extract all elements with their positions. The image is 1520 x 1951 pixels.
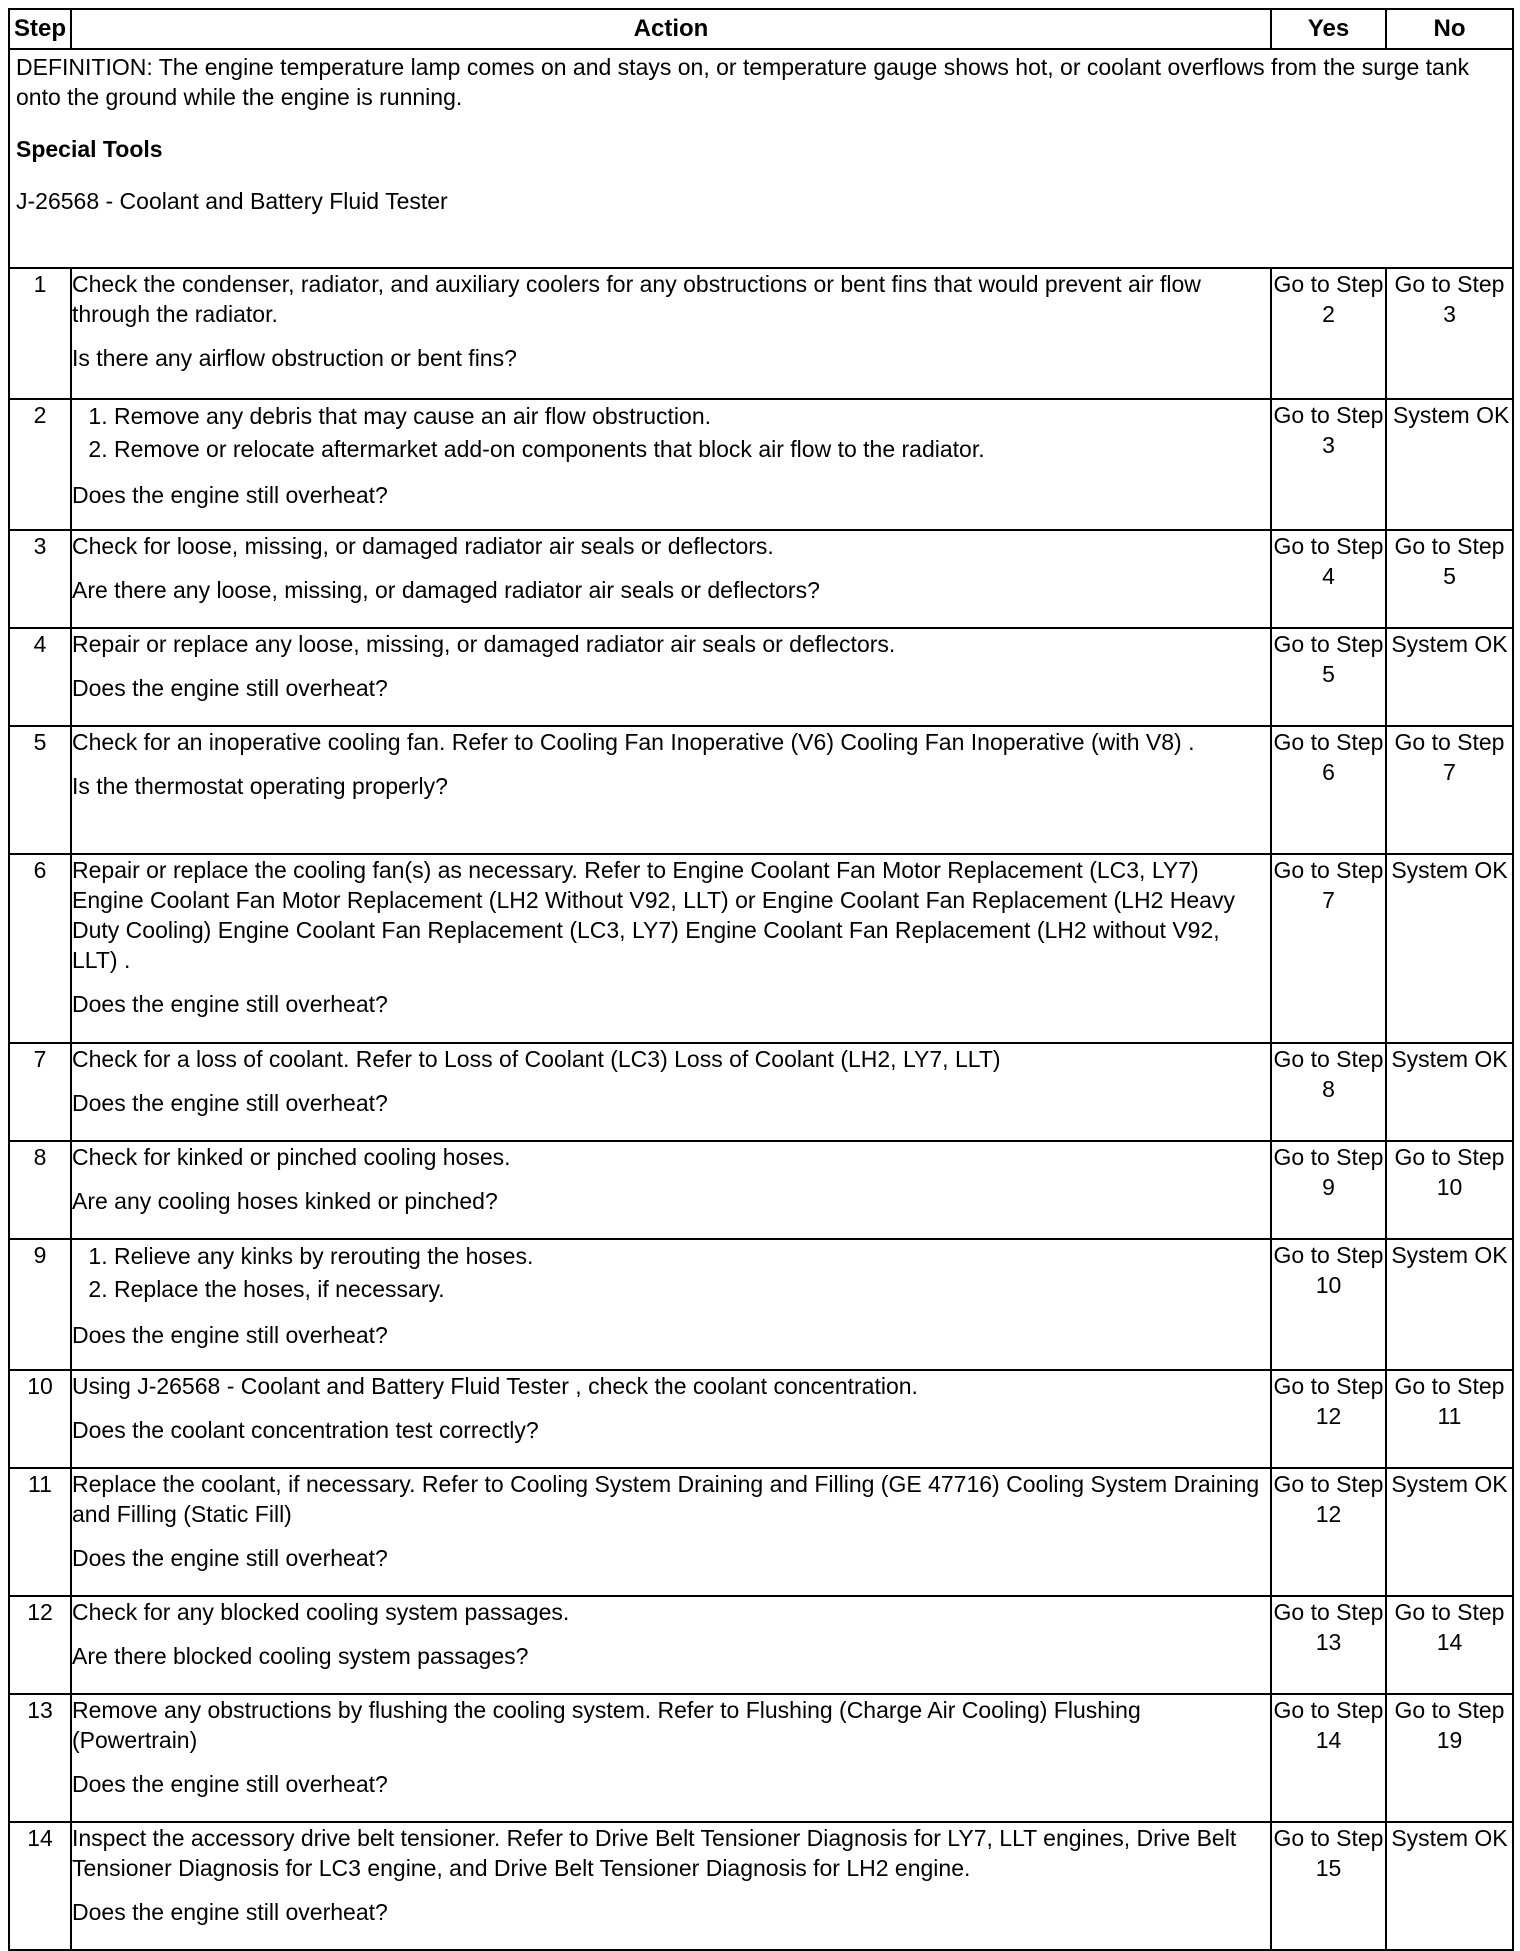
table-row <box>9 628 1513 726</box>
table-row <box>9 1822 1513 1950</box>
table-row <box>9 1370 1513 1468</box>
action-question: Does the engine still overheat? <box>72 675 388 701</box>
no-result: System OK <box>1386 1468 1513 1596</box>
yes-result: Go to Step 12 <box>1271 1370 1386 1468</box>
step-action <box>71 1370 1271 1468</box>
step-action <box>71 854 1271 1043</box>
step-number: 9 <box>9 1239 71 1370</box>
header-action: Action <box>71 9 1271 49</box>
action-text: Repair or replace the cooling fan(s) as necessary. Refer to Engine Coolant Fan Motor Replacement (LC3, LY7) Engine Coolant Fan Motor Replacement (LH2 Without V92, LLT) or Engine Coolant Fan Replacement (LH2 Heavy Duty Cooling) Engine Coolant Fan Replacement (LC3, LY7) Engine Coolant Fan Replacement (LH2 without V92, LLT) . <box>72 857 1235 973</box>
definition-row <box>9 49 1513 268</box>
no-result: Go to Step 3 <box>1386 268 1513 399</box>
action-text: Check for an inoperative cooling fan. Refer to Cooling Fan Inoperative (V6) Cooling Fan Inoperative (with V8) . <box>72 729 1195 755</box>
action-text: Repair or replace any loose, missing, or damaged radiator air seals or deflectors. <box>72 631 896 657</box>
yes-result: Go to Step 2 <box>1271 268 1386 399</box>
action-text: Replace the coolant, if necessary. Refer to Cooling System Draining and Filling (GE 47716) Cooling System Draining and Filling (Static Fill) <box>72 1471 1260 1527</box>
action-question: Are there any loose, missing, or damaged radiator air seals or deflectors? <box>72 577 820 603</box>
action-text: Using J-26568 - Coolant and Battery Fluid Tester , check the coolant concentration. <box>72 1373 918 1399</box>
step-action <box>71 1694 1271 1822</box>
action-question: Does the engine still overheat? <box>72 482 388 508</box>
step-number: 7 <box>9 1043 71 1141</box>
no-result: Go to Step 19 <box>1386 1694 1513 1822</box>
header-yes: Yes <box>1271 9 1386 49</box>
action-list <box>72 1240 1270 1306</box>
action-list-item: 1. Remove any debris that may cause an air flow obstruction. <box>114 400 1270 433</box>
table-row <box>9 1239 1513 1370</box>
header-no: No <box>1386 9 1513 49</box>
no-result: System OK <box>1386 628 1513 726</box>
step-number: 12 <box>9 1596 71 1694</box>
step-action <box>71 1822 1271 1950</box>
no-result: Go to Step 11 <box>1386 1370 1513 1468</box>
step-number: 10 <box>9 1370 71 1468</box>
step-action <box>71 1043 1271 1141</box>
action-question: Is there any airflow obstruction or bent fins? <box>72 345 517 371</box>
action-question: Does the engine still overheat? <box>72 1322 388 1348</box>
yes-result: Go to Step 9 <box>1271 1141 1386 1239</box>
action-list <box>72 400 1270 466</box>
header-step: Step <box>9 9 71 49</box>
action-question: Does the engine still overheat? <box>72 1090 388 1116</box>
action-question: Does the engine still overheat? <box>72 1899 388 1925</box>
no-result: Go to Step 5 <box>1386 530 1513 628</box>
no-result: System OK <box>1386 1043 1513 1141</box>
action-text: Check for kinked or pinched cooling hoses. <box>72 1144 511 1170</box>
table-row <box>9 854 1513 1043</box>
no-result: Go to Step 10 <box>1386 1141 1513 1239</box>
table-row <box>9 1596 1513 1694</box>
step-action <box>71 1468 1271 1596</box>
definition-cell <box>9 49 1513 268</box>
table-row <box>9 268 1513 399</box>
no-result: System OK <box>1386 1239 1513 1370</box>
step-number: 6 <box>9 854 71 1043</box>
step-action <box>71 268 1271 399</box>
step-number: 1 <box>9 268 71 399</box>
step-number: 13 <box>9 1694 71 1822</box>
table-row <box>9 530 1513 628</box>
action-list-item: 2. Remove or relocate aftermarket add-on components that block air flow to the radiator. <box>114 433 1270 466</box>
no-result: System OK <box>1386 854 1513 1043</box>
yes-result: Go to Step 8 <box>1271 1043 1386 1141</box>
yes-result: Go to Step 7 <box>1271 854 1386 1043</box>
table-row <box>9 1141 1513 1239</box>
action-question: Does the engine still overheat? <box>72 1545 388 1571</box>
action-question: Does the engine still overheat? <box>72 1771 388 1797</box>
step-action <box>71 1596 1271 1694</box>
action-question: Does the engine still overheat? <box>72 991 388 1017</box>
step-action <box>71 628 1271 726</box>
action-question: Is the thermostat operating properly? <box>72 773 448 799</box>
action-text: Check for loose, missing, or damaged radiator air seals or deflectors. <box>72 533 774 559</box>
action-question: Are there blocked cooling system passages? <box>72 1643 529 1669</box>
step-number: 5 <box>9 726 71 854</box>
action-text: Remove any obstructions by flushing the cooling system. Refer to Flushing (Charge Air Cooling) Flushing (Powertrain) <box>72 1697 1141 1753</box>
step-number: 11 <box>9 1468 71 1596</box>
diagnostic-table <box>8 8 1514 1951</box>
yes-result: Go to Step 3 <box>1271 399 1386 530</box>
action-text: Check the condenser, radiator, and auxiliary coolers for any obstructions or bent fins that would prevent air flow through the radiator. <box>72 271 1201 327</box>
no-result: System OK <box>1386 1822 1513 1950</box>
action-text: Check for a loss of coolant. Refer to Loss of Coolant (LC3) Loss of Coolant (LH2, LY7, LLT) <box>72 1046 1001 1072</box>
yes-result: Go to Step 4 <box>1271 530 1386 628</box>
step-number: 2 <box>9 399 71 530</box>
yes-result: Go to Step 13 <box>1271 1596 1386 1694</box>
table-row <box>9 399 1513 530</box>
yes-result: Go to Step 10 <box>1271 1239 1386 1370</box>
step-action <box>71 726 1271 854</box>
table-header-row <box>9 9 1513 49</box>
yes-result: Go to Step 5 <box>1271 628 1386 726</box>
step-action <box>71 1141 1271 1239</box>
special-tool-item: J-26568 - Coolant and Battery Fluid Tester <box>16 188 448 214</box>
action-text: Check for any blocked cooling system passages. <box>72 1599 570 1625</box>
no-result: Go to Step 7 <box>1386 726 1513 854</box>
definition-text: DEFINITION: The engine temperature lamp comes on and stays on, or temperature gauge shows hot, or coolant overflows from the surge tank onto the ground while the engine is running. <box>16 54 1470 110</box>
step-number: 8 <box>9 1141 71 1239</box>
action-question: Does the coolant concentration test correctly? <box>72 1417 539 1443</box>
action-list-item: 1. Relieve any kinks by rerouting the hoses. <box>114 1240 1270 1273</box>
yes-result: Go to Step 12 <box>1271 1468 1386 1596</box>
yes-result: Go to Step 14 <box>1271 1694 1386 1822</box>
step-action <box>71 1239 1271 1370</box>
no-result: System OK <box>1386 399 1513 530</box>
step-number: 14 <box>9 1822 71 1950</box>
table-row <box>9 1694 1513 1822</box>
action-question: Are any cooling hoses kinked or pinched? <box>72 1188 498 1214</box>
step-action <box>71 399 1271 530</box>
yes-result: Go to Step 15 <box>1271 1822 1386 1950</box>
step-number: 4 <box>9 628 71 726</box>
step-action <box>71 530 1271 628</box>
yes-result: Go to Step 6 <box>1271 726 1386 854</box>
table-row <box>9 1468 1513 1596</box>
table-row <box>9 1043 1513 1141</box>
special-tools-label: Special Tools <box>16 136 163 162</box>
no-result: Go to Step 14 <box>1386 1596 1513 1694</box>
action-list-item: 2. Replace the hoses, if necessary. <box>114 1273 1270 1306</box>
step-number: 3 <box>9 530 71 628</box>
action-text: Inspect the accessory drive belt tensioner. Refer to Drive Belt Tensioner Diagnosis for LY7, LLT engines, Drive Belt Tensioner Diagnosis for LC3 engine, and Drive Belt Tensioner Diagnosis for LH2 engine. <box>72 1825 1237 1881</box>
table-row <box>9 726 1513 854</box>
